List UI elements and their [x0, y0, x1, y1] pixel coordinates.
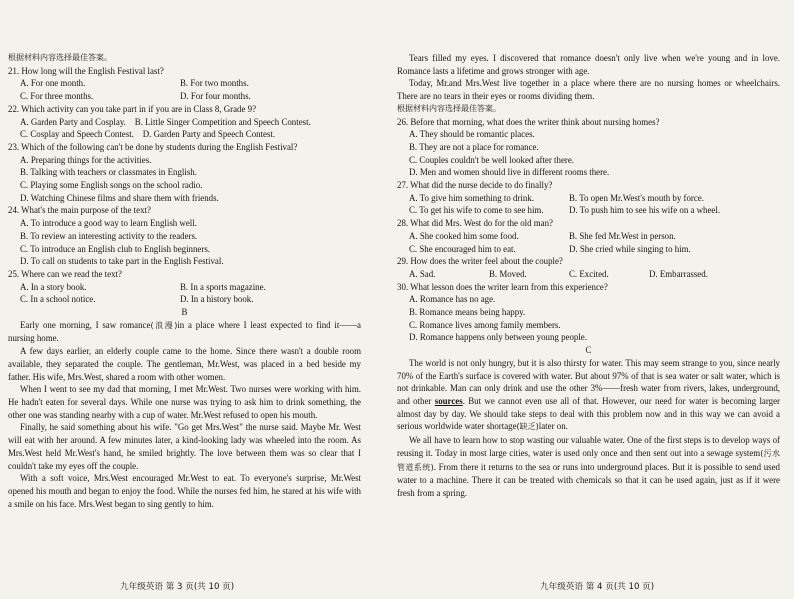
page-footer-left: 九年级英语 第 3 页(共 10 页): [120, 582, 235, 592]
option-a[interactable]: A. Preparing things for the activities.: [20, 154, 152, 165]
option-a[interactable]: A. Romance has no age.: [409, 294, 496, 305]
question-23: [8, 141, 361, 205]
option-a[interactable]: A. They should be romantic places.: [409, 129, 535, 140]
option-d[interactable]: D. To push him to see his wife on a wheel.: [569, 205, 721, 216]
question-stem: 26. Before that morning, what does the writer think about nursing homes?: [397, 116, 660, 127]
left-column: [8, 52, 361, 510]
column-divider: [378, 55, 379, 575]
option-c[interactable]: C. She encouraged him to eat.: [409, 243, 516, 254]
option-b[interactable]: B. Talking with teachers or classmates in English.: [20, 167, 197, 178]
question-29: [397, 255, 780, 280]
option-c[interactable]: C. Couples couldn't be well looked after there.: [409, 154, 575, 165]
right-column: [397, 52, 780, 500]
option-b[interactable]: B. To open Mr.West's mouth by force.: [569, 192, 704, 203]
option-b[interactable]: B. Romance means being happy.: [409, 307, 526, 318]
option-b[interactable]: B. She fed Mr.West in person.: [569, 230, 676, 241]
option-d[interactable]: D. Watching Chinese films and share them with friends.: [20, 192, 219, 203]
option-a[interactable]: A. Sad.: [409, 268, 436, 279]
question-stem: 30. What lesson does the writer learn from this experience?: [397, 281, 608, 292]
option-d[interactable]: D. Garden Party and Speech Contest.: [142, 129, 276, 140]
question-stem: 28. What did Mrs. West do for the old man?: [397, 218, 553, 229]
question-stem: 25. Where can we read the text?: [8, 268, 122, 279]
option-c[interactable]: C. To introduce an English club to English beginners.: [20, 243, 211, 254]
passage-paragraph: Early one morning, I saw romance(浪漫)in a place where I least expected to find it——a nursing home.: [8, 319, 361, 344]
passage-paragraph: A few days earlier, an elderly couple came to the home. Since there wasn't a double room available, they separated the couple. The gentleman, Mr.West, was placed in a bed beside my father. His wife, Mrs.West, shared a room with other women.: [8, 346, 361, 382]
option-d[interactable]: D. She cried while singing to him.: [569, 243, 691, 254]
section-heading-b: B: [181, 307, 188, 318]
option-a[interactable]: A. In a story book.: [20, 281, 87, 292]
option-a[interactable]: A. For one month.: [20, 78, 86, 89]
question-stem: 22. Which activity can you take part in if you are in Class 8, Grade 9?: [8, 103, 257, 114]
option-c[interactable]: C. Cosplay and Speech Contest.: [20, 129, 134, 140]
passage-paragraph: When I went to see my dad that morning, I met Mr.West. Two nurses were working with him. He hadn't eaten for several days. While one nurse was trying to ask him to drink something, the other one was standing nearby with a cup of water. Mr.West refused to open his mouth.: [8, 384, 361, 420]
question-stem: 27. What did the nurse decide to do finally?: [397, 180, 553, 191]
question-26: [397, 116, 780, 180]
instruction-right: 根据材料内容选择最佳答案。: [397, 103, 501, 113]
question-stem: 24. What's the main purpose of the text?: [8, 205, 151, 216]
option-d[interactable]: D. In a history book.: [180, 294, 254, 305]
option-c[interactable]: C. In a school notice.: [20, 294, 96, 305]
underlined-word: sources: [434, 395, 463, 406]
option-c[interactable]: C. For three months.: [20, 91, 94, 102]
option-d[interactable]: D. For four months.: [180, 91, 251, 102]
passage-paragraph: With a soft voice, Mrs.West encouraged Mr.West to eat. To everyone's surprise, Mr.West opened his mouth and began to enjoy the food. While the nurses fed him, he stared at his wife with a smile on his face. Mrs.West began to sing gently to him.: [8, 473, 361, 509]
option-b[interactable]: B. Moved.: [489, 268, 527, 279]
passage-paragraph: Tears filled my eyes. I discovered that romance doesn't only live when we're young and in love. Romance lasts a lifetime and grows stronger with age.: [397, 53, 780, 76]
question-30: [397, 281, 780, 345]
page-footer-right: 九年级英语 第 4 页(共 10 页): [540, 582, 655, 592]
passage-c: [397, 357, 780, 500]
option-c[interactable]: C. Romance lives among family members.: [409, 319, 561, 330]
question-21: [8, 65, 361, 103]
passage-paragraph: The world is not only hungry, but it is also thirsty for water. This may seem strange to you, since nearly 70% of the Earth's surface is covered with water. But about 97% of that is sea water or salt water, which is not drinkable. Man can only drink and use the other 3%——fresh water from rivers, lakes, underground, and other sources. But we cannot even use all of that. However, our need for water is becoming larger almost day by day. We should take steps to deal with this problem now and in this way we can avoid a serious worldwide water shortage(缺乏)later on.: [397, 357, 780, 432]
question-stem: 29. How does the writer feel about the couple?: [397, 256, 563, 267]
section-heading-c: C: [585, 345, 592, 356]
option-d[interactable]: D. Men and women should live in different rooms there.: [409, 167, 610, 178]
question-25: [8, 268, 361, 306]
passage-paragraph: We all have to learn how to stop wasting our valuable water. One of the first steps is to develop ways of reusing it. Today in most large cities, water is used only once and then sent out into a sewage system(污水管道系统). From there it returns to the sea or runs into underground places. But it is possible to send used water to a machine. There it can be treated with chemicals so that it can be used again, just as if it were fresh from a spring.: [397, 435, 780, 498]
passage-paragraph: Finally, he said something about his wife. "Go get Mrs.West" the nurse said. Maybe Mr. West will eat with her around. A few minutes later, a kind-looking lady was wheeled into the room. As Mrs.West held Mr.West's hand, he smiled brightly. The love between them was so clear that I couldn't take my eyes off the couple.: [8, 422, 361, 471]
option-b[interactable]: B. To review an interesting activity to the readers.: [20, 230, 198, 241]
option-d[interactable]: D. To call on students to take part in the English Festival.: [20, 256, 224, 267]
question-22: [8, 103, 361, 141]
option-a[interactable]: A. Garden Party and Cosplay.: [20, 116, 126, 127]
option-d[interactable]: D. Embarrassed.: [649, 268, 708, 279]
option-a[interactable]: A. To give him something to drink.: [409, 192, 534, 203]
question-24: [8, 204, 361, 268]
option-d[interactable]: D. Romance happens only between young people.: [409, 332, 587, 343]
question-stem: 21. How long will the English Festival last?: [8, 65, 164, 76]
option-a[interactable]: A. To introduce a good way to learn English well.: [20, 218, 197, 229]
option-a[interactable]: A. She cooked him some food.: [409, 230, 519, 241]
question-27: [397, 179, 780, 217]
option-b[interactable]: B. They are not a place for romance.: [409, 141, 539, 152]
passage-b: [8, 319, 361, 511]
option-b[interactable]: B. For two months.: [180, 78, 249, 89]
passage-paragraph: Today, Mr.and Mrs.West live together in a place where there are no nursing homes or wheelchairs. There are no tears in their eyes or rooms dividing them.: [397, 78, 780, 102]
option-c[interactable]: C. To get his wife to come to see him.: [409, 205, 544, 216]
instruction-left: 根据材料内容选择最佳答案。: [8, 53, 112, 62]
option-b[interactable]: B. In a sports magazine.: [180, 281, 266, 292]
question-stem: 23. Which of the following can't be done by students during the English Festival?: [8, 141, 298, 152]
option-b[interactable]: B. Little Singer Competition and Speech Contest.: [134, 116, 311, 127]
question-28: [397, 217, 780, 255]
option-c[interactable]: C. Playing some English songs on the school radio.: [20, 180, 203, 191]
option-c[interactable]: C. Excited.: [569, 268, 609, 279]
